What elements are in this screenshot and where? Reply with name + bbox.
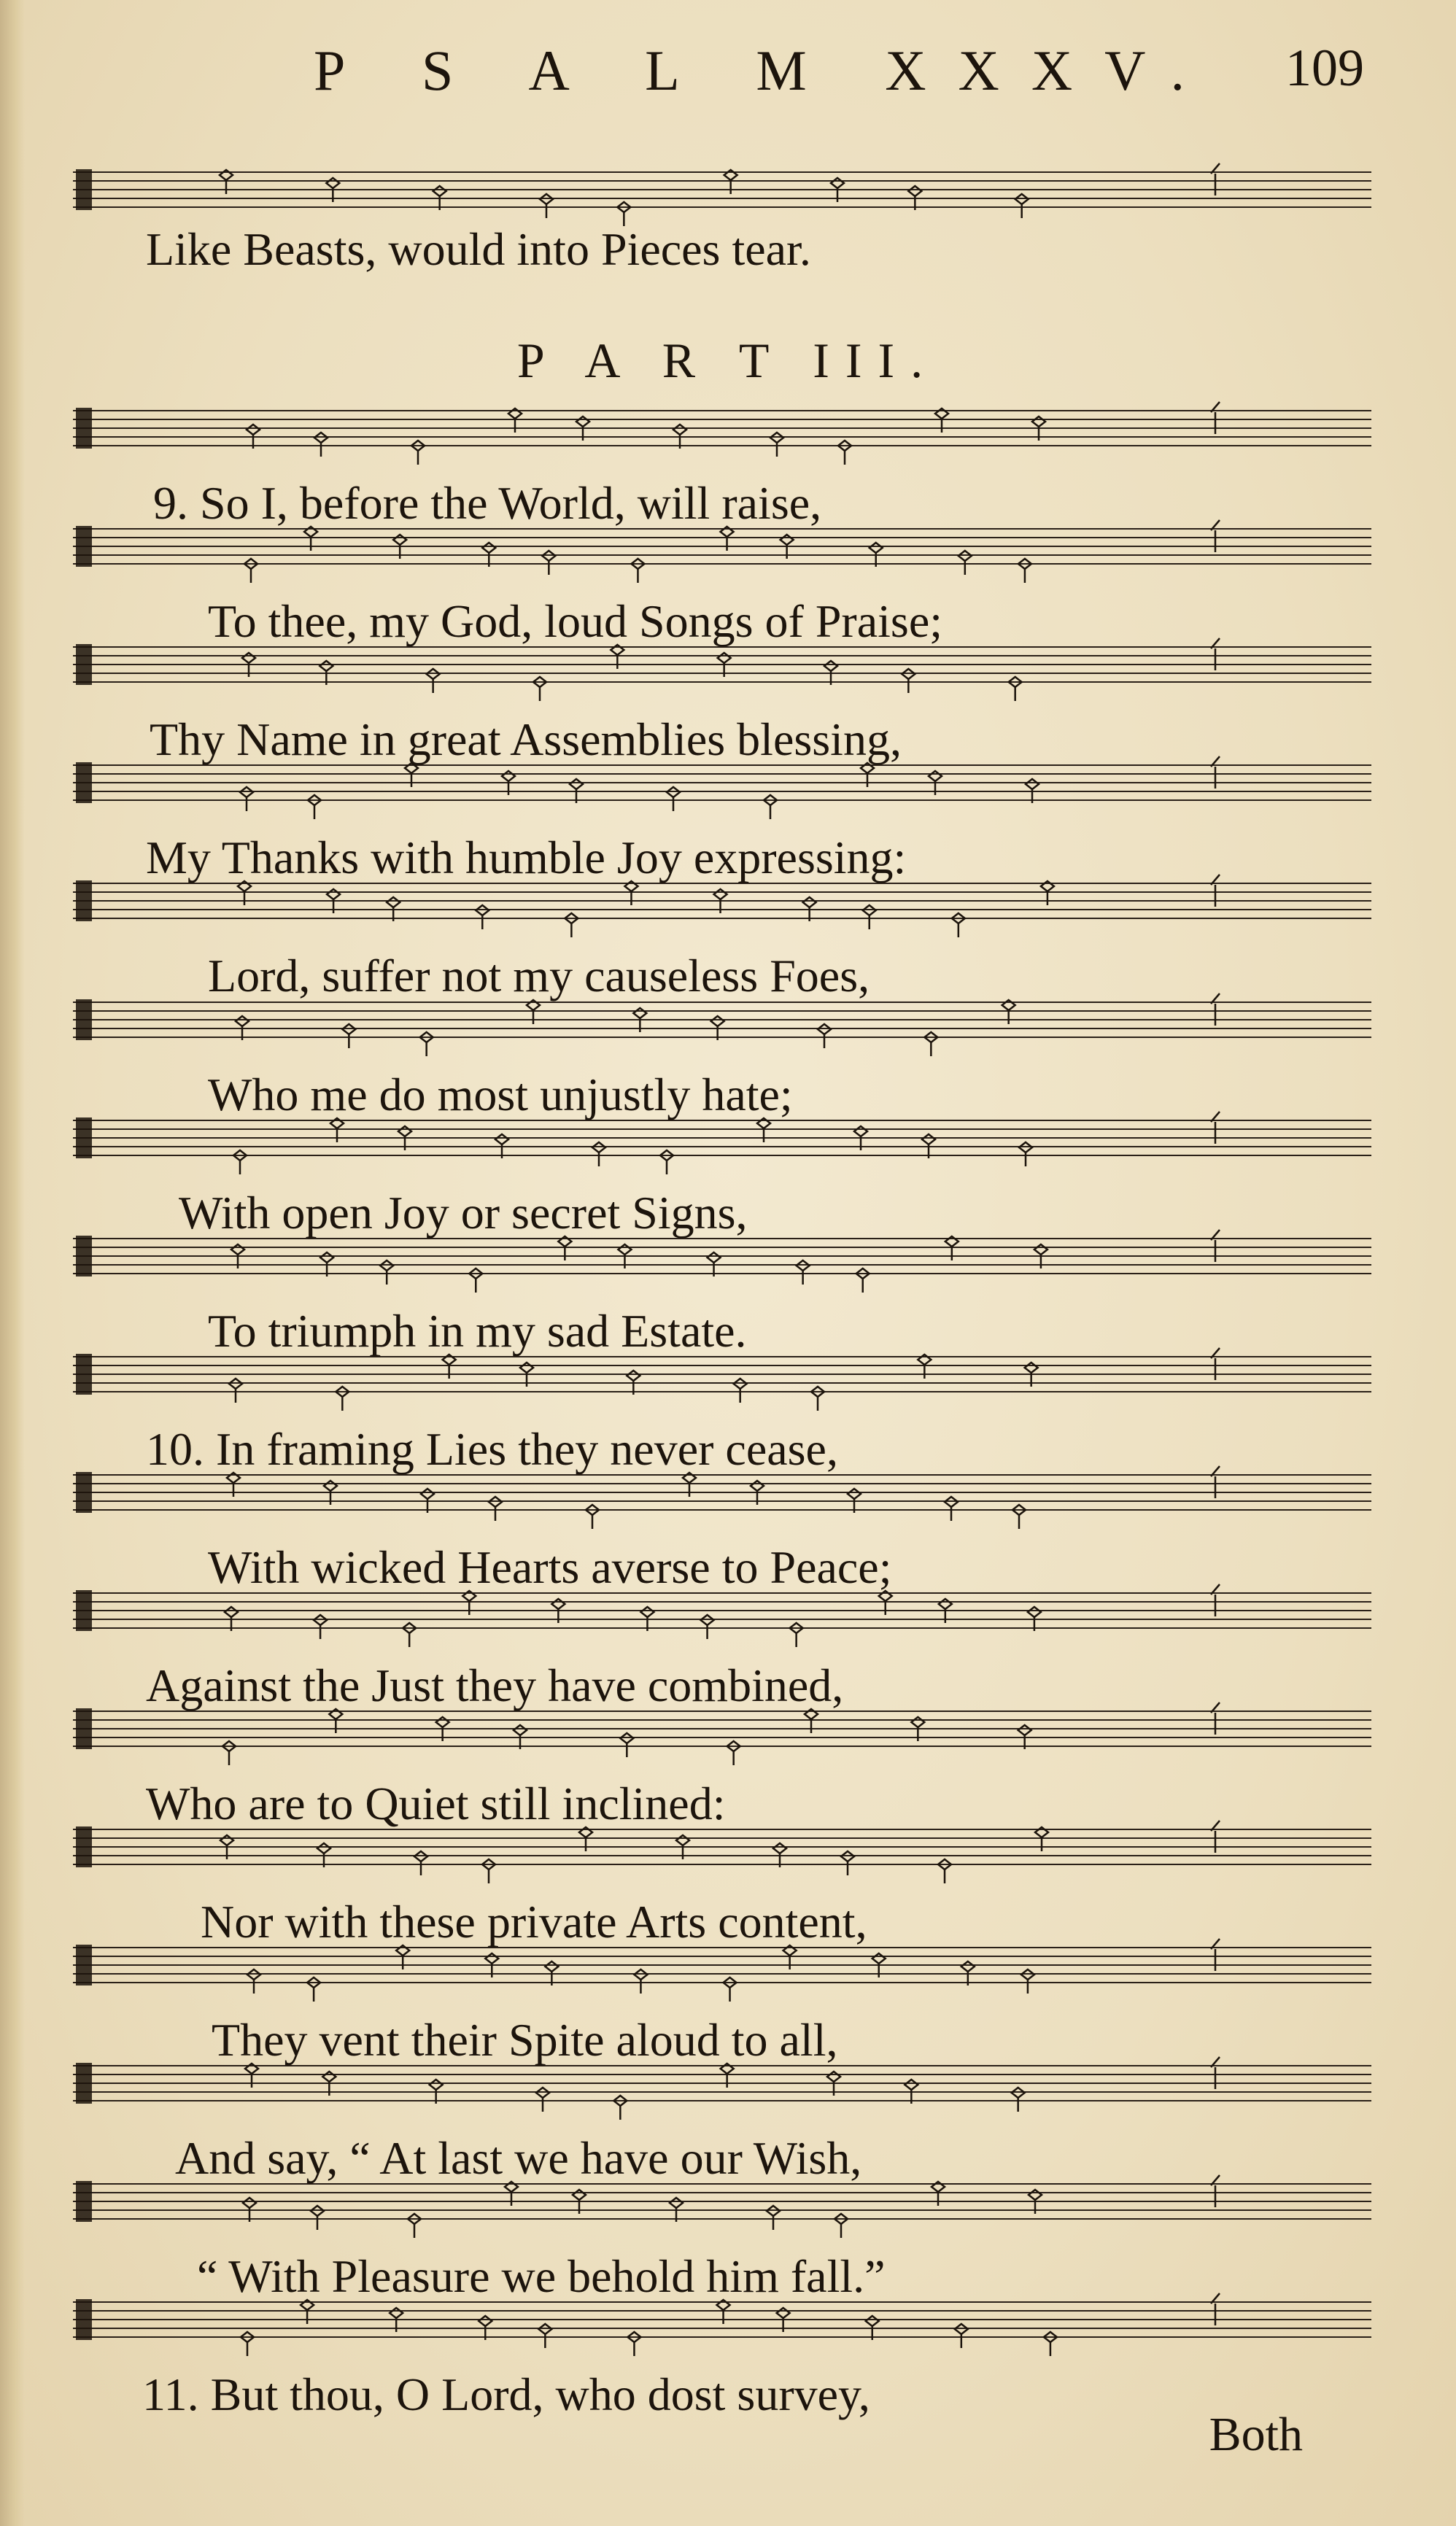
note-icon: [835, 2214, 848, 2238]
note-icon: [634, 1969, 647, 1994]
note-icon: [403, 1623, 416, 1647]
custos-icon: [1211, 520, 1220, 552]
lyric-line: 9. So I, before the World, will raise,: [153, 477, 822, 529]
clef-icon: [76, 1826, 92, 1867]
custos-icon: [1211, 1821, 1220, 1853]
psalm-title: P S A L M XXXV.: [314, 39, 1217, 102]
custos-icon: [1211, 402, 1220, 434]
note-icon: [767, 2206, 780, 2230]
note-icon: [508, 408, 522, 433]
note-icon: [1012, 1505, 1026, 1529]
note-icon: [542, 551, 555, 575]
note-icon: [240, 787, 253, 811]
note-icon: [631, 559, 644, 583]
music-staff: [73, 2296, 1371, 2347]
clef-icon: [76, 2181, 92, 2222]
running-header: [314, 38, 1386, 118]
music-staff: [73, 2178, 1371, 2229]
note-icon: [311, 2206, 324, 2230]
lyric-line: 11. But thou, O Lord, who dost survey,: [142, 2368, 870, 2420]
clef-icon: [76, 526, 92, 567]
lyric-line: Nor with these private Arts content,: [201, 1896, 867, 1948]
note-icon: [314, 433, 328, 457]
note-icon: [222, 1741, 236, 1765]
clef-icon: [76, 880, 92, 921]
note-icon: [527, 1000, 540, 1024]
note-icon: [233, 1150, 247, 1174]
note-icon: [342, 1024, 355, 1048]
note-icon: [408, 2214, 421, 2238]
note-icon: [902, 669, 915, 693]
custos-icon: [1211, 2293, 1220, 2325]
clef-icon: [76, 2299, 92, 2340]
lyric-line: “ With Pleasure we behold him fall.”: [197, 2250, 886, 2302]
part-heading: P A R T III.: [516, 333, 940, 388]
note-icon: [1002, 1000, 1015, 1024]
note-icon: [414, 1851, 427, 1875]
note-icon: [411, 441, 425, 465]
note-icon: [1019, 1142, 1032, 1166]
custos-icon: [1211, 1466, 1220, 1498]
note-icon: [938, 1859, 951, 1883]
note-icon: [469, 1268, 482, 1293]
note-icon: [314, 1615, 327, 1639]
note-icon: [660, 1150, 673, 1174]
lyric-line: To triumph in my sad Estate.: [208, 1305, 747, 1357]
note-icon: [244, 559, 257, 583]
note-icon: [420, 1032, 433, 1056]
music-staff: [73, 1233, 1371, 1284]
note-icon: [482, 1859, 495, 1883]
note-icon: [841, 1851, 854, 1875]
clef-icon: [76, 1117, 92, 1158]
note-icon: [959, 551, 972, 575]
note-icon: [536, 2088, 549, 2112]
custos-icon: [1211, 638, 1220, 670]
note-icon: [932, 2182, 945, 2206]
lyric-line: To thee, my God, loud Songs of Praise;: [208, 595, 942, 647]
note-icon: [247, 1969, 260, 1994]
note-icon: [952, 913, 965, 937]
note-icon: [1021, 1969, 1034, 1994]
clef-icon: [76, 408, 92, 449]
note-icon: [770, 433, 783, 457]
music-staff: [73, 523, 1371, 574]
custos-icon: [1211, 2175, 1220, 2207]
custos-icon: [1211, 2057, 1220, 2089]
note-icon: [955, 2324, 968, 2348]
music-staff: [73, 1705, 1371, 1756]
lyric-line: Thy Name in great Assemblies blessing,: [150, 713, 902, 765]
custos-icon: [1211, 163, 1220, 195]
custos-icon: [1211, 1230, 1220, 1262]
music-staff: [73, 1469, 1371, 1520]
clef-icon: [76, 762, 92, 803]
note-icon: [308, 795, 321, 819]
custos-icon: [1211, 756, 1220, 789]
note-icon: [724, 170, 737, 194]
lyric-line: With open Joy or secret Signs,: [179, 1187, 748, 1239]
custos-icon: [1211, 1112, 1220, 1144]
music-staff: [73, 1351, 1371, 1402]
note-icon: [811, 1387, 824, 1411]
note-icon: [627, 2332, 640, 2356]
note-icon: [533, 677, 546, 701]
music-staff: [73, 166, 1371, 217]
music-staff: [73, 641, 1371, 692]
custos-icon: [1211, 993, 1220, 1026]
clef-icon: [76, 1590, 92, 1631]
clef-icon: [76, 1472, 92, 1513]
music-staff: [73, 1942, 1371, 1993]
note-icon: [863, 905, 876, 929]
catchword: Both: [1209, 2408, 1303, 2461]
lyric-line: Who are to Quiet still inclined:: [146, 1778, 726, 1829]
note-icon: [538, 2324, 551, 2348]
note-icon: [924, 1032, 937, 1056]
note-icon: [727, 1741, 740, 1765]
clef-icon: [76, 1945, 92, 1985]
note-icon: [764, 795, 777, 819]
note-icon: [241, 2332, 254, 2356]
clef-icon: [76, 999, 92, 1040]
page-number: 109: [1285, 39, 1364, 97]
custos-icon: [1211, 1939, 1220, 1971]
music-staff: [73, 877, 1371, 929]
lyric-line: Like Beasts, would into Pieces tear.: [146, 223, 811, 275]
note-icon: [667, 787, 680, 811]
note-icon: [724, 1977, 737, 2002]
note-icon: [1018, 559, 1031, 583]
music-staff: [73, 996, 1371, 1047]
clef-icon: [76, 1708, 92, 1749]
note-icon: [734, 1379, 747, 1403]
note-icon: [935, 408, 948, 433]
note-icon: [620, 1733, 633, 1757]
clef-icon: [76, 2063, 92, 2104]
note-icon: [540, 194, 553, 218]
clef-icon: [76, 169, 92, 210]
music-staff: [73, 759, 1371, 810]
custos-icon: [1211, 1584, 1220, 1616]
note-icon: [336, 1387, 349, 1411]
lyric-line: Lord, suffer not my causeless Foes,: [208, 950, 870, 1002]
note-icon: [1009, 677, 1022, 701]
note-icon: [489, 1497, 502, 1521]
note-icon: [797, 1260, 810, 1285]
note-icon: [701, 1615, 714, 1639]
note-icon: [586, 1505, 599, 1529]
music-staff: [73, 1824, 1371, 1875]
note-icon: [476, 905, 489, 929]
note-icon: [818, 1024, 831, 1048]
lyric-line: And say, “ At last we have our Wish,: [175, 2132, 862, 2184]
lyric-line: Against the Just they have combined,: [146, 1659, 844, 1711]
note-icon: [918, 1355, 931, 1379]
note-icon: [945, 1497, 958, 1521]
music-staff: [73, 1587, 1371, 1638]
note-icon: [380, 1260, 393, 1285]
music-staff: [73, 2060, 1371, 2111]
note-icon: [945, 1236, 959, 1260]
music-staff: [73, 1115, 1371, 1166]
custos-icon: [1211, 1348, 1220, 1380]
note-icon: [1012, 2088, 1025, 2112]
clef-icon: [76, 1236, 92, 1276]
note-icon: [565, 913, 578, 937]
note-icon: [613, 2096, 627, 2120]
note-icon: [307, 1977, 320, 2002]
lyric-line: My Thanks with humble Joy expressing:: [146, 832, 907, 883]
note-icon: [1035, 1827, 1048, 1851]
custos-icon: [1211, 875, 1220, 907]
clef-icon: [76, 644, 92, 685]
lyric-line: They vent their Spite aloud to all,: [212, 2014, 838, 2066]
note-icon: [427, 669, 440, 693]
note-icon: [790, 1623, 803, 1647]
lyric-line: 10. In framing Lies they never cease,: [146, 1423, 838, 1475]
note-icon: [592, 1142, 605, 1166]
lyric-line: Who me do most unjustly hate;: [208, 1069, 793, 1120]
note-icon: [220, 170, 233, 194]
note-icon: [856, 1268, 870, 1293]
note-icon: [1015, 194, 1029, 218]
note-icon: [1044, 2332, 1057, 2356]
note-icon: [229, 1379, 242, 1403]
note-icon: [1041, 881, 1054, 905]
clef-icon: [76, 1354, 92, 1395]
note-icon: [838, 441, 851, 465]
custos-icon: [1211, 1702, 1220, 1735]
lyric-line: With wicked Hearts averse to Peace;: [208, 1541, 892, 1593]
music-staff: [73, 405, 1371, 456]
